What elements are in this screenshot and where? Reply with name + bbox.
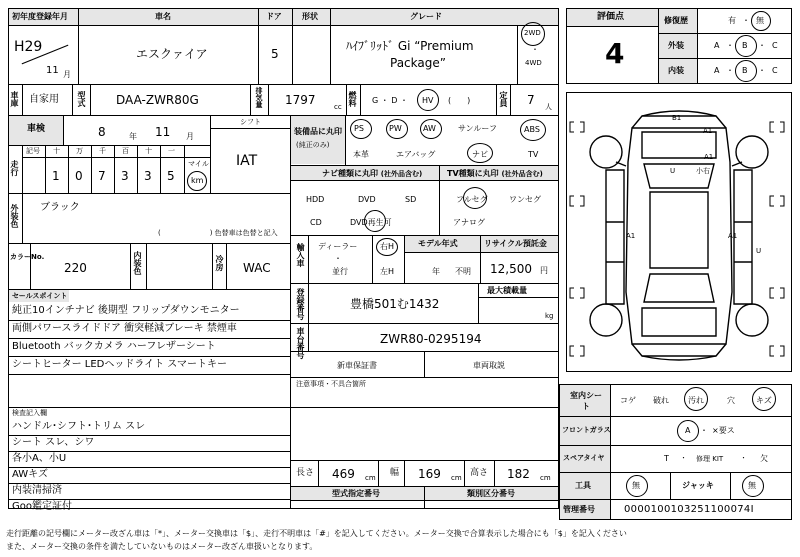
drive-4wd: 4WD	[525, 59, 542, 67]
color-value: ブラック	[40, 202, 80, 213]
cooler-value: WAC	[243, 261, 271, 275]
equip-tv: TV	[528, 150, 539, 159]
max-load-label: 最大積載量	[487, 286, 527, 295]
control-number-label: 管理番号	[563, 505, 595, 514]
inspection-year: 8	[98, 125, 106, 139]
navi-hdd: HDD	[306, 195, 325, 204]
mileage-label: 走行	[10, 160, 19, 176]
equip-pw: PW	[389, 124, 402, 133]
tv-type-title: TV種類に丸印 (社外品含む)	[447, 169, 543, 178]
fuel-paren: ( )	[448, 96, 471, 105]
grade-line-2: Package”	[390, 56, 446, 70]
fuel-selected: HV	[422, 96, 434, 105]
color-note: ( ) 色替車は色替と記入	[158, 229, 278, 237]
exterior-label: 外装	[668, 41, 684, 50]
tools-value: 無	[632, 481, 640, 490]
score-label: 評価点	[597, 12, 625, 22]
import-label: 輸入車	[296, 243, 305, 267]
fuel-label: 燃料	[348, 91, 357, 107]
equip-aw: AW	[423, 124, 436, 133]
width-unit: cm	[451, 474, 462, 482]
spare-sep-2: ・	[740, 454, 747, 462]
jack-label: ジャッキ	[682, 481, 714, 490]
diagram-mark-a1-right: A1	[728, 232, 738, 240]
inspection-month-unit: 月	[186, 132, 194, 141]
diagram-mark-u: U	[670, 167, 676, 175]
length-value: 469	[332, 467, 355, 481]
mileage-digit: 3	[144, 169, 152, 183]
model-year-unknown: 不明	[455, 267, 471, 276]
chassis-value: ZWR80-0295194	[380, 332, 482, 346]
equipment-title: 装備品に丸印	[294, 127, 342, 136]
tv-analog: アナログ	[453, 218, 485, 227]
header-label-row	[8, 8, 559, 26]
equip-navi: ナビ	[472, 150, 488, 159]
mileage-digit: 1	[52, 169, 60, 183]
registration-value: 豊橋501む1432	[350, 297, 440, 311]
exterior-sep-1: ・	[726, 41, 734, 50]
model-name-label: 車名	[155, 12, 171, 21]
inspector-note-line: シート スレ、シワ	[12, 437, 95, 448]
import-dot: ・	[334, 254, 342, 263]
diagram-mark-a1-mid: A1	[704, 153, 714, 161]
repair-label: 修復歴	[664, 16, 688, 25]
tv-fullseg: フルセグ	[456, 195, 488, 204]
footer-note-1: 走行距離の記号欄にメーター改ざん車は「*」、メーター交換車は「$」、走行不明車は「#」を記入してください。メーター交換で合算表示した場合にも「$」を記入ください	[6, 529, 627, 538]
mileage-unit-mile: マイル	[188, 160, 209, 168]
repair-yes: 有	[728, 16, 736, 25]
first-reg-month: 11	[46, 65, 59, 76]
usage-label: 車庫	[10, 91, 19, 107]
spare-kit: 修理 KIT	[696, 455, 724, 463]
windshield-value: A	[685, 426, 691, 435]
model-designation-label: 型式指定番号	[332, 489, 380, 498]
seat-stain: 汚れ	[688, 396, 704, 405]
sales-points-label: セールスポイント	[12, 292, 68, 300]
seat-hole: 穴	[727, 396, 735, 405]
navi-cd: CD	[310, 218, 322, 227]
first-reg-month-unit: 月	[63, 70, 71, 79]
control-number-value: 0000100103251100074I	[624, 504, 754, 515]
interior-sep-1: ・	[726, 66, 734, 75]
equip-ps: PS	[354, 124, 364, 133]
navi-type-title: ナビ種類に丸印 (社外品含む)	[322, 169, 423, 178]
fuel-options: G ・ D ・	[372, 96, 408, 105]
interior-grade-a: A	[714, 66, 720, 75]
door-label: ドア	[266, 12, 282, 21]
inspector-note-line: 各小A、小U	[12, 453, 67, 464]
spare-sep-1: ・	[680, 454, 687, 462]
car-body-diagram	[566, 92, 792, 372]
spare-t: T	[664, 454, 669, 463]
length-unit: cm	[365, 474, 376, 482]
interior-sep-2: ・	[758, 66, 766, 75]
equipment-label-bg	[291, 116, 345, 164]
shape-label: 形状	[302, 12, 318, 21]
length-label: 長さ	[296, 468, 315, 478]
mileage-digit-header: 万	[76, 147, 83, 155]
diagram-mark-a1-top: A1	[703, 127, 713, 135]
equip-sunroof: サンルーフ	[458, 124, 497, 133]
seat-dirt: コゲ	[620, 396, 636, 405]
width-value: 169	[418, 467, 441, 481]
equip-abs: ABS	[524, 125, 540, 134]
footer-note-2: また、メーター交換の条件を満たしていないものはメーター改ざん車扱いとなります。	[6, 542, 318, 551]
exterior-grade-a: A	[714, 41, 720, 50]
model-year-unit: 年	[432, 267, 440, 276]
repair-no: 無	[756, 16, 764, 25]
diagram-mark-b1: B1	[672, 114, 682, 122]
interior-grade-c: C	[772, 66, 778, 75]
interior-color-label: 内装色	[133, 251, 142, 275]
capacity-label: 定員	[499, 91, 508, 107]
new-car-warranty: 新車保証書	[337, 361, 377, 370]
exterior-grade-c: C	[772, 41, 778, 50]
chassis-label: 車台番号	[296, 327, 305, 359]
height-value: 182	[507, 467, 530, 481]
width-label: 幅	[390, 468, 400, 478]
mileage-digit-header: 千	[99, 147, 106, 155]
displacement-value: 1797	[285, 93, 316, 107]
import-dealer: ディーラー	[318, 242, 358, 251]
inspection-label: 車検	[27, 124, 46, 134]
sales-point-line: シートヒーター LEDヘッドライト スマートキー	[12, 359, 228, 370]
recycle-value: 12,500	[490, 262, 532, 276]
interior-label: 内装	[668, 66, 684, 75]
equip-leather: 本革	[353, 150, 369, 159]
recycle-label: リサイクル預託金	[484, 239, 547, 248]
windshield-sep: ・	[700, 426, 708, 435]
mileage-digit-header: 記号	[26, 147, 40, 155]
navi-sd: SD	[405, 195, 417, 204]
exterior-grade-b: B	[742, 41, 748, 50]
diagram-mark-u-lower: U	[756, 247, 762, 255]
notes-label: 注意事項・不具合箇所	[296, 380, 366, 388]
inspector-note-line: ハンドル･シフト･トリム スレ	[12, 421, 146, 432]
inspection-month: 11	[155, 125, 171, 139]
color-label: 外装色	[10, 204, 19, 228]
seat-scratch: キズ	[756, 396, 772, 405]
color-no-label: カラーNo.	[10, 253, 45, 261]
import-left-h: 左H	[380, 267, 395, 276]
recycle-yen: 円	[540, 266, 548, 275]
inspector-note-line: Goo鑑定証付	[12, 501, 72, 512]
tools-label: 工具	[575, 481, 591, 490]
usage-value: 自家用	[29, 94, 59, 105]
import-right-h: 右H	[380, 242, 395, 251]
type-code: DAA-ZWR80G	[116, 93, 199, 107]
spare-none: 欠	[760, 454, 768, 463]
type-label: 型式	[77, 91, 86, 107]
mileage-digit-header: 十	[53, 147, 60, 155]
mileage-digit-header: 十	[145, 147, 152, 155]
mileage-digit-header: 一	[168, 147, 175, 155]
model-name: エスクァイア	[136, 47, 208, 61]
registration-label: 登録番号	[296, 288, 305, 320]
drive-2wd: 2WD	[524, 29, 541, 37]
first-reg-year: H29	[14, 39, 43, 55]
mileage-digit-header: 百	[122, 147, 129, 155]
inspector-note-line: AWキズ	[12, 469, 48, 480]
equipment-title-sub: (純正のみ)	[296, 141, 330, 149]
displacement-label: 排気量	[255, 87, 263, 108]
navi-dvd-player: DVD再生可	[350, 218, 392, 227]
mileage-unit-km: km	[191, 176, 204, 185]
shift-label: シフト	[240, 118, 261, 126]
grade-label: グレード	[410, 12, 442, 21]
capacity-unit: 人	[545, 103, 552, 111]
category-number-label: 類別区分番号	[467, 489, 515, 498]
windshield-label: フロントガラス	[562, 426, 611, 434]
mileage-digit: 0	[75, 169, 83, 183]
first-reg-label: 初年度登録年月	[12, 12, 68, 21]
inspection-year-unit: 年	[129, 132, 137, 141]
interior-grade-b: B	[742, 66, 748, 75]
interior-seat-label: 室内シート	[570, 391, 602, 411]
inspector-note-line: 内装清掃済	[12, 485, 62, 496]
capacity-value: 7	[527, 93, 535, 107]
height-unit: cm	[540, 474, 551, 482]
equip-airbag: エアバッグ	[396, 150, 436, 159]
sales-point-line: 両側パワースライドドア 衝突軽減ブレーキ 禁煙車	[12, 323, 237, 334]
windshield-replace: ×要ス	[712, 426, 735, 435]
inspector-notes-label: 検査記入欄	[12, 409, 47, 417]
tv-oneseg: ワンセグ	[509, 195, 541, 204]
score-value: 4	[605, 37, 625, 70]
mileage-digit: 5	[167, 169, 175, 183]
repair-sep: ・	[742, 16, 750, 25]
spare-tire-label: スペアタイヤ	[563, 454, 605, 462]
cooler-label: 冷房	[215, 255, 224, 271]
exterior-sep-2: ・	[758, 41, 766, 50]
max-load-unit: kg	[545, 312, 554, 320]
navi-dvd: DVD	[358, 195, 376, 204]
diagram-mark-u-side: 小右	[696, 167, 710, 175]
drive-sep-dot: ・	[531, 45, 539, 54]
mileage-digit: 7	[98, 169, 106, 183]
height-label: 高さ	[470, 468, 489, 478]
sales-point-line: Bluetooth バックカメラ ハーフレザーシート	[12, 341, 216, 352]
model-year-label: モデル年式	[418, 239, 458, 248]
color-no-value: 220	[64, 261, 87, 275]
seat-tear: 破れ	[653, 396, 669, 405]
vehicle-manual: 車両取説	[473, 361, 505, 370]
door-count: 5	[271, 47, 279, 61]
import-parallel: 並行	[332, 267, 348, 276]
grade-line-1: ﾊｲﾌﾞﾘｯﾄﾞ Gi “Premium	[346, 39, 474, 53]
jack-value: 無	[748, 481, 756, 490]
mileage-digit: 3	[121, 169, 129, 183]
diagram-mark-a1-left: A1	[626, 232, 636, 240]
displacement-unit: cc	[334, 103, 342, 111]
shift-value: IAT	[236, 153, 258, 169]
sales-point-line: 純正10インチナビ 後期型 フリップダウンモニター	[12, 305, 240, 316]
